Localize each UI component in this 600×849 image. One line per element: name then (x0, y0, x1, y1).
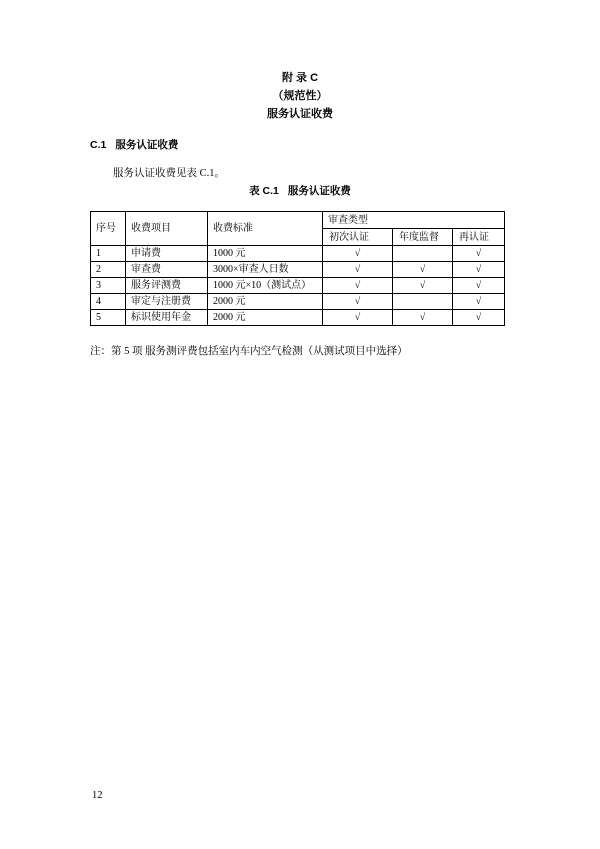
section-number: C.1 (90, 139, 107, 151)
header-recert: 再认证 (453, 229, 505, 246)
table-header (91, 212, 505, 246)
cell-no: 5 (91, 310, 126, 326)
cell-recert-check: √ (453, 262, 505, 278)
cell-no: 3 (91, 278, 126, 294)
table-row (91, 262, 505, 278)
cell-annual-check: √ (393, 262, 453, 278)
cell-item: 审查费 (126, 262, 208, 278)
table-row (91, 278, 505, 294)
cell-no: 4 (91, 294, 126, 310)
cell-recert-check: √ (453, 310, 505, 326)
section-heading (90, 138, 178, 152)
section-body-text: 服务认证收费见表 C.1。 (113, 168, 226, 179)
table-header-row (91, 212, 505, 229)
table-caption-number: 表 C.1 (249, 185, 279, 197)
cell-no: 2 (91, 262, 126, 278)
header-standard: 收费标准 (208, 212, 323, 246)
fee-table (90, 211, 505, 326)
header-no: 序号 (91, 212, 126, 246)
cell-annual-check (393, 246, 453, 262)
cell-standard: 2000 元 (208, 294, 323, 310)
table-row (91, 310, 505, 326)
header-item: 收费项目 (126, 212, 208, 246)
cell-item: 申请费 (126, 246, 208, 262)
cell-annual-check (393, 294, 453, 310)
cell-initial-check: √ (323, 310, 393, 326)
appendix-title: 附 录 C (281, 72, 319, 84)
cell-initial-check: √ (323, 278, 393, 294)
cell-annual-check: √ (393, 278, 453, 294)
cell-annual-check: √ (393, 310, 453, 326)
cell-item: 审定与注册费 (126, 294, 208, 310)
cell-standard: 2000 元 (208, 310, 323, 326)
cell-recert-check: √ (453, 294, 505, 310)
header-initial: 初次认证 (323, 229, 393, 246)
table-row (91, 246, 505, 262)
cell-initial-check: √ (323, 262, 393, 278)
cell-standard: 1000 元×10（测试点） (208, 278, 323, 294)
header-review-type: 审查类型 (323, 212, 505, 229)
cell-item: 服务评测费 (126, 278, 208, 294)
table-caption-title: 服务认证收费 (287, 185, 351, 197)
cell-recert-check: √ (453, 278, 505, 294)
table-row (91, 294, 505, 310)
cell-standard: 1000 元 (208, 246, 323, 262)
cell-no: 1 (91, 246, 126, 262)
cell-initial-check: √ (323, 246, 393, 262)
section-title: 服务认证收费 (115, 139, 179, 151)
cell-recert-check: √ (453, 246, 505, 262)
table-note: 注：第 5 项 服务测评费包括室内车内空气检测（从测试项目中选择） (90, 346, 408, 357)
cell-standard: 3000×审查人日数 (208, 262, 323, 278)
table-caption (0, 184, 600, 198)
appendix-name: 服务认证收费 (267, 108, 333, 120)
appendix-nature: （规范性） (272, 90, 328, 102)
table-body (91, 246, 505, 326)
cell-item: 标识使用年金 (126, 310, 208, 326)
page-number: 12 (92, 790, 103, 801)
cell-initial-check: √ (323, 294, 393, 310)
header-annual: 年度监督 (393, 229, 453, 246)
